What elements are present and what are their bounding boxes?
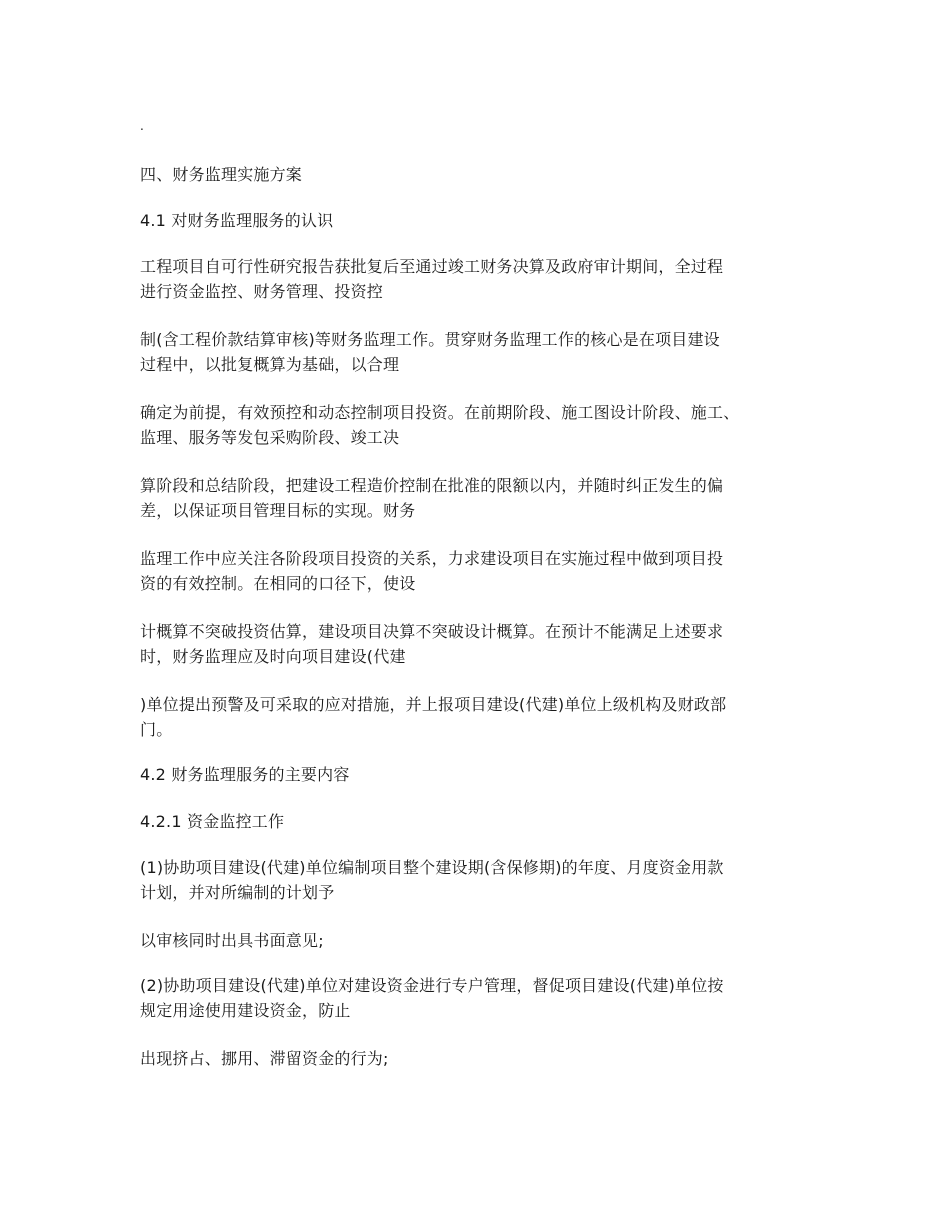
body-paragraph: (2)协助项目建设(代建)单位对建设资金进行专户管理，督促项目建设(代建)单位按 规定用途使用建设资金，防止 [140, 976, 724, 1020]
body-paragraph: )单位提出预警及可采取的应对措施，并上报项目建设(代建)单位上级机构及财政部 门。 [140, 695, 727, 739]
subsection-heading: 4.2 财务监理服务的主要内容 [140, 765, 350, 784]
page-mark: . [140, 119, 144, 133]
body-paragraph: (1)协助项目建设(代建)单位编制项目整个建设期(含保修期)的年度、月度资金用款 计划，并对所编制的计划予 [140, 858, 724, 902]
subsubsection-heading: 4.2.1 资金监控工作 [140, 812, 285, 831]
body-paragraph: 出现挤占、挪用、滞留资金的行为; [140, 1049, 389, 1068]
section-heading: 四、财务监理实施方案 [140, 165, 303, 184]
body-paragraph: 算阶段和总结阶段，把建设工程造价控制在批准的限额以内，并随时纠正发生的偏 差，以保证项目管理目标的实现。财务 [140, 476, 724, 520]
subsection-heading: 4.1 对财务监理服务的认识 [140, 211, 334, 230]
body-paragraph: 工程项目自可行性研究报告获批复后至通过竣工财务决算及政府审计期间，全过程 进行资金监控、财务管理、投资控 [140, 257, 724, 301]
body-paragraph: 以审核同时出具书面意见; [140, 931, 324, 950]
body-paragraph: 计概算不突破投资估算，建设项目决算不突破设计概算。在预计不能满足上述要求 时，财务监理应及时向项目建设(代建 [140, 622, 724, 666]
body-paragraph: 制(含工程价款结算审核)等财务监理工作。贯穿财务监理工作的核心是在项目建设 过程中，以批复概算为基础，以合理 [140, 330, 720, 374]
body-paragraph: 确定为前提，有效预控和动态控制项目投资。在前期阶段、施工图设计阶段、施工、 监理、服务等发包采购阶段、竣工决 [140, 403, 740, 447]
body-paragraph: 监理工作中应关注各阶段项目投资的关系，力求建设项目在实施过程中做到项目投 资的有效控制。在相同的口径下，使设 [140, 549, 724, 593]
